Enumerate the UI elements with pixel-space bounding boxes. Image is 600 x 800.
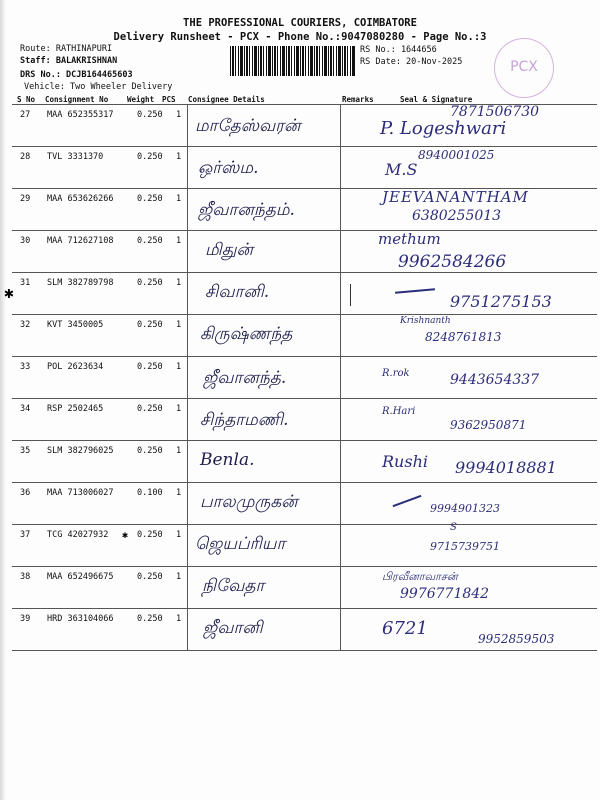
row-30-consignment: MAA 712627108 <box>47 236 114 246</box>
row-37-weight: 0.250 <box>137 530 163 540</box>
row-rule <box>12 440 597 441</box>
col-weight-header: Weight <box>127 95 155 104</box>
row-34-weight: 0.250 <box>137 404 163 414</box>
row-rule <box>12 650 597 651</box>
row-35-phone: 9994018881 <box>455 458 557 477</box>
row-rule <box>12 146 597 147</box>
col-sno-header: S No <box>17 95 36 104</box>
remark-stroke <box>350 284 351 306</box>
row-rule <box>12 482 597 483</box>
row-36-sno: 36 <box>20 488 31 498</box>
pcx-stamp: PCX <box>494 38 554 98</box>
route-label: Route: RATHINAPURI <box>20 44 113 54</box>
col-pcs-header: PCS <box>162 95 176 104</box>
row-36-signature-scribble <box>393 495 422 507</box>
row-30-pcs: 1 <box>176 236 182 246</box>
row-38-phone: 9976771842 <box>400 586 490 602</box>
row-27-sno: 27 <box>20 110 31 120</box>
row-38-sno: 38 <box>20 572 31 582</box>
row-35-sno: 35 <box>20 446 31 456</box>
row-29-signature: JEEVANANTHAM <box>382 188 529 206</box>
row-31-phone: 9751275153 <box>450 292 552 311</box>
scan-edge-shadow <box>0 0 6 800</box>
row-31-weight: 0.250 <box>137 278 163 288</box>
row-30-weight: 0.250 <box>137 236 163 246</box>
row-39-consignee: ஜீவானி <box>203 618 263 638</box>
row-27-consignee: மாதேஸ்வரன் <box>195 116 301 136</box>
row-32-consignee: கிருஷ்ணந்த <box>200 324 293 344</box>
row-35-consignment: SLM 382796025 <box>47 446 114 456</box>
row-35-signature: Rushi <box>382 452 428 471</box>
row-31-consignment: SLM 382789798 <box>47 278 114 288</box>
row-38-consignee: நிவேதா <box>202 576 265 596</box>
row-31-sno: 31 <box>20 278 31 288</box>
row-33-signature: R.rok <box>382 368 410 379</box>
row-29-pcs: 1 <box>176 194 182 204</box>
vehicle-label: Vehicle: Two Wheeler Delivery <box>24 82 173 92</box>
col-seal-header: Seal & Signature <box>400 95 473 104</box>
row-32-phone: 8248761813 <box>425 330 502 344</box>
row-37-signature: S <box>450 522 457 533</box>
row-39-consignment: HRD 363104066 <box>47 614 114 624</box>
pen-mark: ✱ <box>122 530 129 541</box>
row-rule <box>12 608 597 609</box>
row-rule <box>12 356 597 357</box>
details-right-border <box>340 104 341 650</box>
row-33-pcs: 1 <box>176 362 182 372</box>
row-36-consignee: பாலமுருகன் <box>200 492 298 512</box>
row-35-consignee: Benla. <box>200 450 255 470</box>
row-28-phone: 8940001025 <box>418 148 495 162</box>
row-28-sno: 28 <box>20 152 31 162</box>
row-28-pcs: 1 <box>176 152 182 162</box>
row-28-weight: 0.250 <box>137 152 163 162</box>
row-36-consignment: MAA 713006027 <box>47 488 114 498</box>
row-38-consignment: MAA 652496675 <box>47 572 114 582</box>
row-29-weight: 0.250 <box>137 194 163 204</box>
row-37-consignment: TCG 42027932 <box>47 530 109 540</box>
row-34-phone: 9362950871 <box>450 418 527 432</box>
row-29-phone: 6380255013 <box>412 208 502 224</box>
row-35-pcs: 1 <box>176 446 182 456</box>
col-remarks-header: Remarks <box>342 95 374 104</box>
row-38-signature: பிரவீனாவாசன் <box>382 570 458 583</box>
row-27-pcs: 1 <box>176 110 182 120</box>
row-33-weight: 0.250 <box>137 362 163 372</box>
row-39-phone: 9952859503 <box>478 632 555 646</box>
row-29-consignee: ஜீவானந்தம். <box>198 200 295 220</box>
row-33-phone: 9443654337 <box>450 372 540 388</box>
row-31-signature-scribble <box>395 288 435 293</box>
row-rule <box>12 524 597 525</box>
row-38-pcs: 1 <box>176 572 182 582</box>
row-rule <box>12 566 597 567</box>
row-33-consignment: POL 2623634 <box>47 362 104 372</box>
row-37-pcs: 1 <box>176 530 182 540</box>
row-31-pcs: 1 <box>176 278 182 288</box>
row-rule <box>12 272 597 273</box>
row-33-sno: 33 <box>20 362 31 372</box>
row-32-signature: Krishnanth <box>400 316 451 326</box>
row-32-sno: 32 <box>20 320 31 330</box>
ink-blot: ✱ <box>4 283 14 302</box>
row-27-weight: 0.250 <box>137 110 163 120</box>
row-39-signature: 6721 <box>382 618 428 639</box>
row-28-consignment: TVL 3331370 <box>47 152 104 162</box>
row-29-sno: 29 <box>20 194 31 204</box>
row-37-sno: 37 <box>20 530 31 540</box>
row-32-consignment: KVT 3450005 <box>47 320 104 330</box>
row-37-phone: 9715739751 <box>430 540 500 553</box>
row-33-consignee: ஜீவானந்த். <box>203 368 287 388</box>
row-31-consignee: சிவானி. <box>205 282 270 302</box>
staff-label: Staff: BALAKRISHNAN <box>20 56 118 66</box>
row-34-consignment: RSP 2502465 <box>47 404 104 414</box>
row-34-consignee: சிந்தாமணி. <box>200 410 289 430</box>
row-36-phone: 9994901323 <box>430 502 500 515</box>
row-34-pcs: 1 <box>176 404 182 414</box>
runsheet-subtitle: Delivery Runsheet - PCX - Phone No.:9047080280 - Page No.:3 <box>113 31 487 43</box>
row-28-consignee: ஒர்ஸ்ம. <box>198 158 259 178</box>
rs-number: RS No.: 1644656 <box>360 45 437 55</box>
row-34-signature: R.Hari <box>382 406 416 417</box>
row-27-signature: P. Logeshwari <box>380 118 507 139</box>
row-38-weight: 0.250 <box>137 572 163 582</box>
row-39-weight: 0.250 <box>137 614 163 624</box>
row-rule <box>12 314 597 315</box>
row-36-pcs: 1 <box>176 488 182 498</box>
row-rule <box>12 230 597 231</box>
row-27-consignment: MAA 652355317 <box>47 110 114 120</box>
row-30-phone: 9962584266 <box>398 252 507 272</box>
row-39-sno: 39 <box>20 614 31 624</box>
row-29-consignment: MAA 653626266 <box>47 194 114 204</box>
company-title: THE PROFESSIONAL COURIERS, COIMBATORE <box>183 17 417 29</box>
row-30-consignee: மிதுன் <box>205 240 253 260</box>
row-35-weight: 0.250 <box>137 446 163 456</box>
row-39-pcs: 1 <box>176 614 182 624</box>
row-34-sno: 34 <box>20 404 31 414</box>
row-37-consignee: ஜெயப்ரியா <box>195 534 286 554</box>
details-left-border <box>187 104 188 650</box>
row-32-weight: 0.250 <box>137 320 163 330</box>
row-30-signature: methum <box>378 230 441 248</box>
drs-barcode <box>230 46 355 76</box>
row-27-phone: 7871506730 <box>450 104 540 120</box>
rs-date: RS Date: 20-Nov-2025 <box>360 57 463 67</box>
col-consignment-header: Consignment No <box>45 95 109 104</box>
row-36-weight: 0.100 <box>137 488 163 498</box>
drs-label: DRS No.: DCJB164465603 <box>20 70 133 80</box>
row-28-signature: M.S <box>385 160 418 179</box>
row-rule <box>12 398 597 399</box>
col-details-header: Consignee Details <box>188 95 265 104</box>
row-30-sno: 30 <box>20 236 31 246</box>
row-32-pcs: 1 <box>176 320 182 330</box>
